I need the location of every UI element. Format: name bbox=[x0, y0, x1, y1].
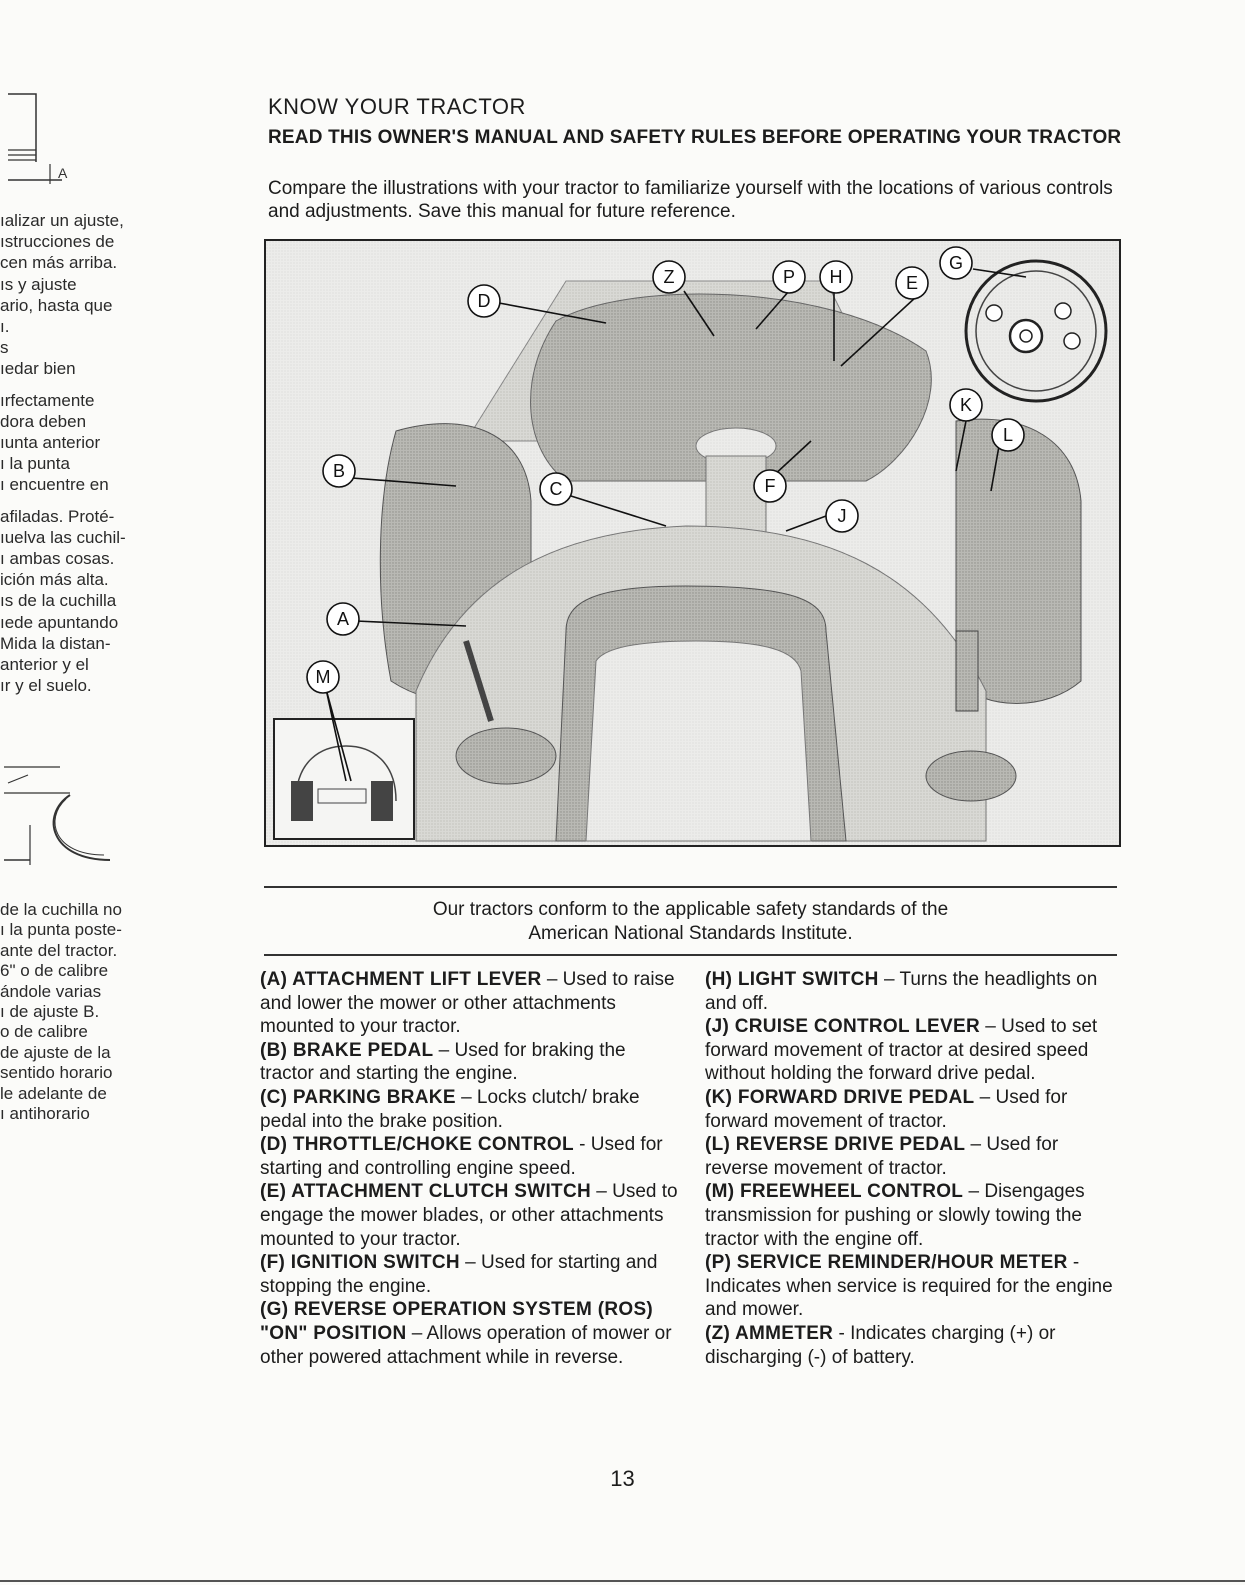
bleed-text-bottom bbox=[0, 900, 165, 1124]
page-number: 13 bbox=[610, 1466, 635, 1491]
control-term: (B) BRAKE PEDAL bbox=[260, 1039, 434, 1061]
control-item bbox=[705, 968, 1125, 1015]
bleed-line: dora deben bbox=[0, 411, 87, 431]
svg-text:Z: Z bbox=[663, 267, 675, 287]
control-term: (P) SERVICE REMINDER/HOUR METER bbox=[705, 1252, 1068, 1274]
svg-text:M: M bbox=[315, 667, 331, 687]
callout-m bbox=[307, 661, 339, 693]
controls-list-right bbox=[705, 968, 1125, 1369]
bleed-line: le adelante de bbox=[0, 1083, 107, 1103]
svg-text:K: K bbox=[959, 395, 973, 415]
bleed-line: ı encuentre en bbox=[0, 475, 109, 495]
control-description: – Allows operation of mower or other powered attachment while in reverse. bbox=[260, 1322, 672, 1368]
control-term: (M) FREEWHEEL CONTROL bbox=[705, 1181, 964, 1203]
control-item bbox=[260, 1298, 680, 1369]
page-subtitle: READ THIS OWNER'S MANUAL AND SAFETY RULES BEFORE OPERATING YOUR TRACTOR bbox=[268, 127, 1122, 148]
svg-text:D: D bbox=[477, 291, 491, 311]
bleed-line: ıs y ajuste bbox=[0, 274, 77, 294]
control-item bbox=[705, 1086, 1125, 1133]
svg-text:P: P bbox=[782, 267, 796, 287]
bleed-line: anterior y el bbox=[0, 655, 89, 675]
control-term: (C) PARKING BRAKE bbox=[260, 1086, 456, 1108]
control-description: - Indicates when service is required for the engine and mower. bbox=[705, 1252, 1113, 1321]
control-item bbox=[260, 968, 680, 1039]
standards-line-2: American National Standards Institute. bbox=[528, 923, 853, 944]
svg-text:B: B bbox=[332, 461, 346, 481]
bleed-line: ırfectamente bbox=[0, 390, 95, 410]
control-term: (F) IGNITION SWITCH bbox=[260, 1252, 460, 1274]
control-item bbox=[705, 1251, 1125, 1322]
control-term: (L) REVERSE DRIVE PEDAL bbox=[705, 1134, 966, 1156]
control-term: (H) LIGHT SWITCH bbox=[705, 969, 879, 990]
callout-e bbox=[896, 267, 928, 299]
callout-a bbox=[327, 603, 359, 635]
bleed-line: ıalizar un ajuste, bbox=[0, 211, 124, 230]
bleed-line: ı ambas cosas. bbox=[0, 549, 115, 569]
bleed-line: de ajuste de la bbox=[0, 1042, 111, 1062]
divider-top bbox=[264, 886, 1117, 888]
svg-text:L: L bbox=[1002, 425, 1014, 445]
bleed-figure-top bbox=[0, 92, 90, 197]
page-bottom-edge bbox=[0, 1580, 1245, 1582]
bleed-figure-label: A bbox=[58, 165, 68, 181]
callout-k bbox=[950, 389, 982, 421]
control-description: – Used for braking the tractor and starting the engine. bbox=[260, 1039, 626, 1085]
bleed-line: ıedar bien bbox=[0, 359, 76, 379]
standards-line-1: Our tractors conform to the applicable safety standards of the bbox=[432, 899, 949, 920]
intro-paragraph: Compare the illustrations with your tractor to familiarize yourself with the locations of various controls and adjustments. Save this manual for future reference. bbox=[268, 178, 1113, 222]
bleed-line: ı la punta bbox=[0, 454, 70, 474]
bleed-line: 6" o de calibre bbox=[0, 961, 109, 981]
page-title: KNOW YOUR TRACTOR bbox=[268, 94, 526, 119]
bleed-line: ıuelva las cuchil- bbox=[0, 527, 126, 547]
bleed-line bbox=[0, 380, 165, 390]
control-term: (D) THROTTLE/CHOKE CONTROL bbox=[260, 1134, 574, 1156]
bleed-line: ır y el suelo. bbox=[0, 676, 92, 696]
control-term: (E) ATTACHMENT CLUTCH SWITCH bbox=[260, 1181, 591, 1203]
bleed-line: de la cuchilla no bbox=[0, 900, 122, 919]
controls-list-left bbox=[260, 968, 680, 1369]
callout-d bbox=[468, 285, 500, 317]
control-item bbox=[260, 1251, 680, 1298]
control-description: – Disengages transmission for pushing or slowly towing the tractor with the engine off. bbox=[705, 1181, 1085, 1250]
control-term: (K) FORWARD DRIVE PEDAL bbox=[705, 1086, 975, 1108]
control-description: – Used for reverse movement of tractor. bbox=[705, 1134, 1059, 1179]
safety-standards-notice bbox=[264, 898, 1117, 946]
control-term: (G) REVERSE OPERATION SYSTEM (ROS) "ON" POSITION bbox=[260, 1299, 654, 1344]
bleed-line: ándole varias bbox=[0, 981, 102, 1001]
control-description: – Turns the headlights on and off. bbox=[705, 969, 1098, 1014]
callout-c bbox=[540, 473, 572, 505]
control-term: (A) ATTACHMENT LIFT LEVER bbox=[260, 969, 542, 990]
control-item bbox=[260, 1133, 680, 1180]
tractor-illustration bbox=[264, 239, 1121, 847]
bleed-text-top bbox=[0, 210, 165, 696]
control-description: – Used to raise and lower the mower or other attachments mounted to your tractor. bbox=[260, 969, 675, 1038]
bleed-line bbox=[0, 496, 165, 506]
bleed-line: Mida la distan- bbox=[0, 633, 111, 653]
svg-text:F: F bbox=[764, 476, 776, 496]
bleed-line: ı. bbox=[0, 317, 10, 337]
divider-bottom bbox=[264, 954, 1117, 956]
bleed-line: ı antihorario bbox=[0, 1104, 90, 1124]
bleed-line: ante del tractor. bbox=[0, 940, 118, 960]
control-item bbox=[260, 1180, 680, 1251]
bleed-line: ıunta anterior bbox=[0, 433, 101, 453]
control-description: – Locks clutch/ brake pedal into the brake position. bbox=[260, 1086, 640, 1132]
control-item bbox=[705, 1180, 1125, 1251]
callout-f bbox=[754, 470, 786, 502]
control-term: (J) CRUISE CONTROL LEVER bbox=[705, 1016, 980, 1038]
bleed-line: s bbox=[0, 338, 9, 358]
callout-l bbox=[992, 419, 1024, 451]
bleed-line: ario, hasta que bbox=[0, 295, 113, 315]
control-item bbox=[260, 1086, 680, 1133]
bleed-figure-bottom bbox=[0, 765, 160, 880]
control-description: – Used for forward movement of tractor. bbox=[705, 1086, 1068, 1132]
svg-text:C: C bbox=[549, 479, 563, 499]
bleed-line: o de calibre bbox=[0, 1022, 88, 1042]
callout-b bbox=[323, 455, 355, 487]
svg-text:H: H bbox=[829, 267, 843, 287]
control-item bbox=[705, 1322, 1125, 1369]
control-item bbox=[260, 1039, 680, 1086]
svg-text:A: A bbox=[336, 609, 350, 629]
callout-p bbox=[773, 261, 805, 293]
control-description: – Used to engage the mower blades, or other attachments mounted to your tractor. bbox=[260, 1181, 678, 1250]
control-item bbox=[705, 1133, 1125, 1180]
svg-text:E: E bbox=[905, 273, 919, 293]
svg-text:G: G bbox=[948, 253, 964, 273]
callout-j bbox=[826, 500, 858, 532]
bleed-line: sentido horario bbox=[0, 1063, 113, 1083]
bleed-line: ı de ajuste B. bbox=[0, 1002, 100, 1022]
bleed-line: ıede apuntando bbox=[0, 612, 119, 632]
bleed-line: ıstrucciones de bbox=[0, 232, 115, 252]
bleed-line: ición más alta. bbox=[0, 570, 109, 590]
bleed-line: afiladas. Proté- bbox=[0, 506, 115, 526]
callout-g bbox=[940, 247, 972, 279]
control-term: (Z) AMMETER bbox=[705, 1322, 834, 1344]
control-description: - Indicates charging (+) or discharging (-) of battery. bbox=[705, 1322, 1056, 1368]
control-description: – Used to set forward movement of tractor at desired speed without holding the forward drive pedal. bbox=[705, 1016, 1098, 1085]
control-description: - Used for starting and controlling engine speed. bbox=[260, 1134, 663, 1179]
bleed-line: ı la punta poste- bbox=[0, 920, 122, 940]
callout-z bbox=[653, 261, 685, 293]
bleed-line: ıs de la cuchilla bbox=[0, 591, 117, 611]
svg-text:J: J bbox=[837, 506, 847, 526]
control-item bbox=[705, 1015, 1125, 1086]
control-description: – Used for starting and stopping the engine. bbox=[260, 1252, 658, 1297]
callout-h bbox=[820, 261, 852, 293]
bleed-line: cen más arriba. bbox=[0, 253, 118, 273]
